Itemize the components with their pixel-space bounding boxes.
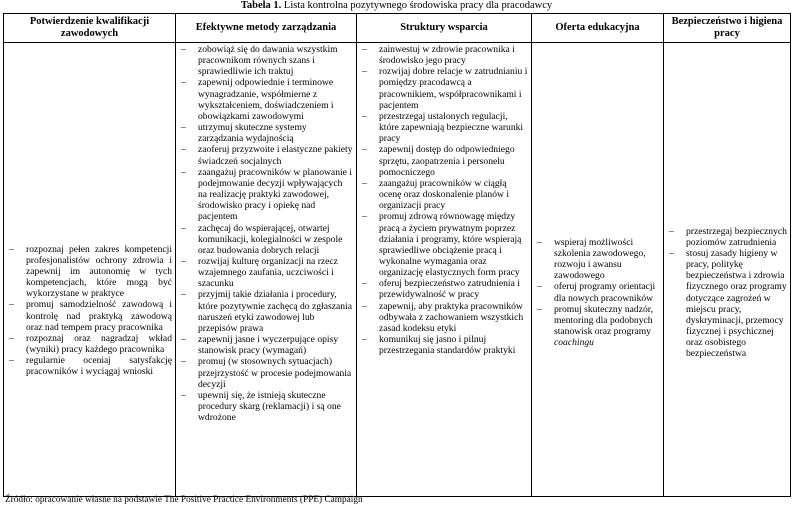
table-caption-label: Tabela 1. [240, 0, 282, 11]
source-note: Źródło: opracowanie własne na podstawie The Positive Practice Environments (PPE) Campaign [5, 495, 363, 505]
header-row [4, 14, 791, 43]
list-item: – stosuj zasady higieny w pracy, politykę bezpieczeństwa i zdrowia fizycznego oraz programy dotyczące zagrożeń w miejscu pracy, dyskryminacji, przemocy fizycznej i psychicznej oraz osobistego bezpieczeństwa [667, 248, 787, 360]
list-item: – promuj (w stosownych sytuacjach) przejrzystość w procesie podejmowania decyzji [179, 356, 353, 389]
list-support [360, 44, 528, 356]
list-item: – promuj samodzielność zawodową i kontrolę nad praktyką zawodową oraz nad tempem pracy pracownika [7, 299, 172, 332]
list-item: – zobowiąż się do dawania wszystkim pracownikom równych szans i sprawiedliwie ich traktuj [179, 44, 353, 77]
cell-support [357, 43, 532, 497]
list-item: – zapewnij jasne i wyczerpujące opisy stanowisk pracy (wymagań) [179, 334, 353, 356]
list-item: – rozpoznaj oraz nagradzaj wkład (wyniki) pracy każdego pracownika [7, 333, 172, 355]
list-item: – przestrzegaj ustalonych regulacji, które zapewniają bezpieczne warunki pracy [360, 111, 528, 144]
list-item: – przestrzegaj bezpiecznych poziomów zatrudnienia [667, 226, 787, 248]
list-item: – regularnie oceniaj satysfakcję pracowników i wyciągaj wnioski [7, 355, 172, 377]
list-item: – rozpoznaj pełen zakres kompetencji profesjonalistów ochrony zdrowia i zapewnij im autonomię w tych kompetencjach, które mogą być wykorzystane w praktyce [7, 244, 172, 300]
cell-qualifications [4, 43, 176, 497]
list-item: – rozwijaj dobre relacje w zatrudnianiu i pomiędzy pracodawcą a pracownikiem, współpracownikami i pacjentem [360, 66, 528, 111]
list-item: – zainwestuj w zdrowie pracownika i środowisko jego pracy [360, 44, 528, 66]
content-row [4, 43, 791, 497]
list-qualifications [7, 244, 172, 378]
list-item: – zaangażuj pracowników w ciągłą ocenę oraz doskonalenie planów i organizacji pracy [360, 178, 528, 211]
list-item: – zapewnij odpowiednie i terminowe wynagradzanie, współmierne z wykształceniem, doświadczeniem i obowiązkami zawodowymi [179, 77, 353, 122]
list-item: – utrzymuj skuteczne systemy zarządzania wydajnością [179, 122, 353, 144]
list-item: – zaangażuj pracowników w planowanie i podejmowanie decyzji wpływających na realizację praktyki zawodowej, środowisko pracy i opiekę nad pacjentem [179, 167, 353, 223]
table-caption [0, 0, 793, 12]
header-education: Oferta edukacyjna [532, 14, 664, 43]
list-item: – zachęcaj do wspierającej, otwartej komunikacji, kolegialności w zespole oraz budowania dobrych relacji [179, 223, 353, 256]
list-education [535, 237, 660, 349]
list-item: – oferuj programy orientacji dla nowych pracowników [535, 281, 660, 303]
list-management [179, 44, 353, 423]
cell-management [176, 43, 357, 497]
header-qualifications: Potwierdzenie kwalifikacji zawodowych [4, 14, 176, 43]
list-item: – zapewnij, aby praktyka pracowników odbywała z zachowaniem wszystkich zasad kodeksu etyki [360, 301, 528, 334]
cell-education [532, 43, 664, 497]
checklist-table [3, 13, 791, 497]
cell-safety [664, 43, 791, 497]
header-support: Struktury wsparcia [357, 14, 532, 43]
list-item: – oferuj bezpieczeństwo zatrudnienia i przewidywalność w pracy [360, 278, 528, 300]
list-item: – zapewnij dostęp do odpowiedniego sprzętu, zaopatrzenia i personelu pomocniczego [360, 144, 528, 177]
list-item: – rozwijaj kulturę organizacji na rzecz wzajemnego zaufania, uczciwości i szacunku [179, 256, 353, 289]
table-caption-title: Lista kontrolna pozytywnego środowiska pracy dla pracodawcy [283, 0, 553, 11]
list-item: – zaoferuj przyzwoite i elastyczne pakiety świadczeń socjalnych [179, 144, 353, 166]
list-item: – promuj skuteczny nadzór, mentoring dla podobnych stanowisk oraz programy coachingu [535, 304, 660, 349]
list-item: – przyjmij takie działania i procedury, które pozytywnie zachęcą do zgłaszania naruszeń etyki zawodowej lub przepisów prawa [179, 289, 353, 334]
list-item: – promuj zdrową równowagę między pracą a życiem prywatnym poprzez działania i programy, które wspierają sprawiedliwe obciążenie pracą i wykonalne wymagania oraz organizację elastycznych form pracy [360, 211, 528, 278]
list-safety [667, 226, 787, 360]
header-safety: Bezpieczeństwo i higiena pracy [664, 14, 791, 43]
italic-term: coachingu [554, 337, 594, 349]
list-item: – komunikuj się jasno i pilnuj przestrzegania standardów praktyki [360, 334, 528, 356]
header-management: Efektywne metody zarządzania [176, 14, 357, 43]
list-item: – upewnij się, że istnieją skuteczne procedury skarg (reklamacji) i są one wdrożone [179, 390, 353, 423]
list-item: – wspieraj możliwości szkolenia zawodowego, rozwoju i awansu zawodowego [535, 237, 660, 282]
